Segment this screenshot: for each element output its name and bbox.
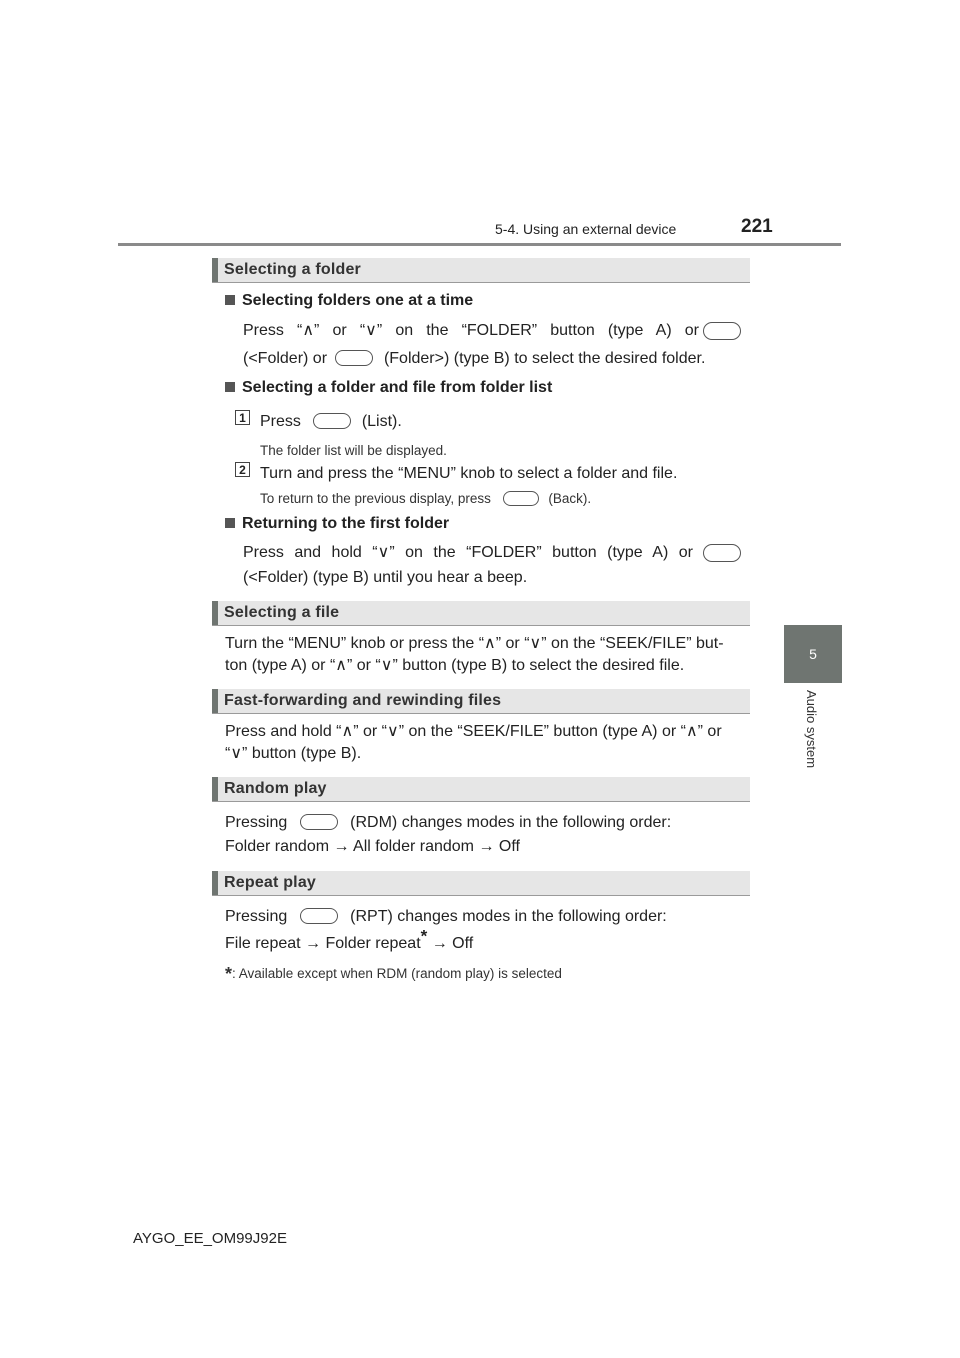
paragraph-line: ton (type A) or “∧” or “∨” button (type B) to select the desired file. <box>225 657 685 674</box>
section-heading-selecting-folder <box>212 258 750 283</box>
chapter-number: 5 <box>809 646 817 662</box>
paragraph-line: File repeat → Folder repeat* → Off <box>225 926 474 952</box>
square-bullet-icon <box>225 518 235 528</box>
rpt-button-icon <box>300 908 338 924</box>
section-heading-random-play <box>212 777 750 802</box>
document-code: AYGO_EE_OM99J92E <box>133 1230 287 1247</box>
footnote: *: Available except when RDM (random play) is selected <box>225 964 562 984</box>
paragraph-line: “∨” button (type B). <box>225 745 362 762</box>
paragraph-line: Turn the “MENU” knob or press the “∧” or “∨” on the “SEEK/FILE” but- <box>225 635 724 652</box>
list-button-icon <box>313 413 351 429</box>
running-header-section: 5-4. Using an external device <box>495 221 677 237</box>
page-number: 221 <box>741 216 773 237</box>
paragraph-line: (<Folder) or (Folder>) (type B) to select the desired folder. <box>243 350 706 367</box>
step-number-1: 1 <box>235 410 250 425</box>
paragraph-line: (<Folder) (type B) until you hear a beep. <box>243 569 528 586</box>
footnote-marker: * <box>420 926 428 946</box>
section-title: Selecting a folder <box>224 261 361 278</box>
subheading-folder-list: Selecting a folder and file from folder list <box>225 378 552 398</box>
step-2-note: To return to the previous display, press (Back). <box>260 491 592 506</box>
square-bullet-icon <box>225 382 235 392</box>
paragraph-line: Folder random → All folder random → Off <box>225 838 520 855</box>
back-button-icon <box>503 491 539 506</box>
paragraph-line: Press and hold “∨” on the “FOLDER” button (type A) or <box>243 544 693 561</box>
section-title: Selecting a file <box>224 604 340 621</box>
step-number-2: 2 <box>235 462 250 477</box>
step-1-note: The folder list will be displayed. <box>260 443 447 458</box>
step-1-text: Press (List). <box>260 413 402 430</box>
section-heading-selecting-file <box>212 601 750 626</box>
subheading-returning-first-folder: Returning to the first folder <box>225 514 449 534</box>
chapter-title: Audio system <box>804 690 819 769</box>
chapter-tab <box>784 625 842 683</box>
step-2-text: Turn and press the “MENU” knob to select a folder and file. <box>260 465 678 482</box>
paragraph-line: Press and hold “∧” or “∨” on the “SEEK/FILE” button (type A) or “∧” or <box>225 723 722 740</box>
paragraph-line: Pressing (RDM) changes modes in the following order: <box>225 814 672 831</box>
chapter-title-vertical <box>804 690 822 790</box>
footnote-marker: * <box>225 964 233 984</box>
section-title: Fast-forwarding and rewinding files <box>224 692 502 709</box>
section-heading-repeat-play <box>212 871 750 896</box>
folder-prev-button-icon <box>703 544 741 562</box>
folder-button-icon <box>703 322 741 340</box>
section-title: Random play <box>224 780 327 797</box>
subheading-folders-one-at-time: Selecting folders one at a time <box>225 291 473 311</box>
rdm-button-icon <box>300 814 338 830</box>
paragraph-line: Press “∧” or “∨” on the “FOLDER” button (type A) or <box>243 322 699 339</box>
square-bullet-icon <box>225 295 235 305</box>
section-heading-fast-forward <box>212 689 750 714</box>
folder-prev-button-icon <box>335 350 373 366</box>
header-divider <box>118 243 841 246</box>
section-title: Repeat play <box>224 874 317 891</box>
paragraph-line: Pressing (RPT) changes modes in the following order: <box>225 908 667 925</box>
